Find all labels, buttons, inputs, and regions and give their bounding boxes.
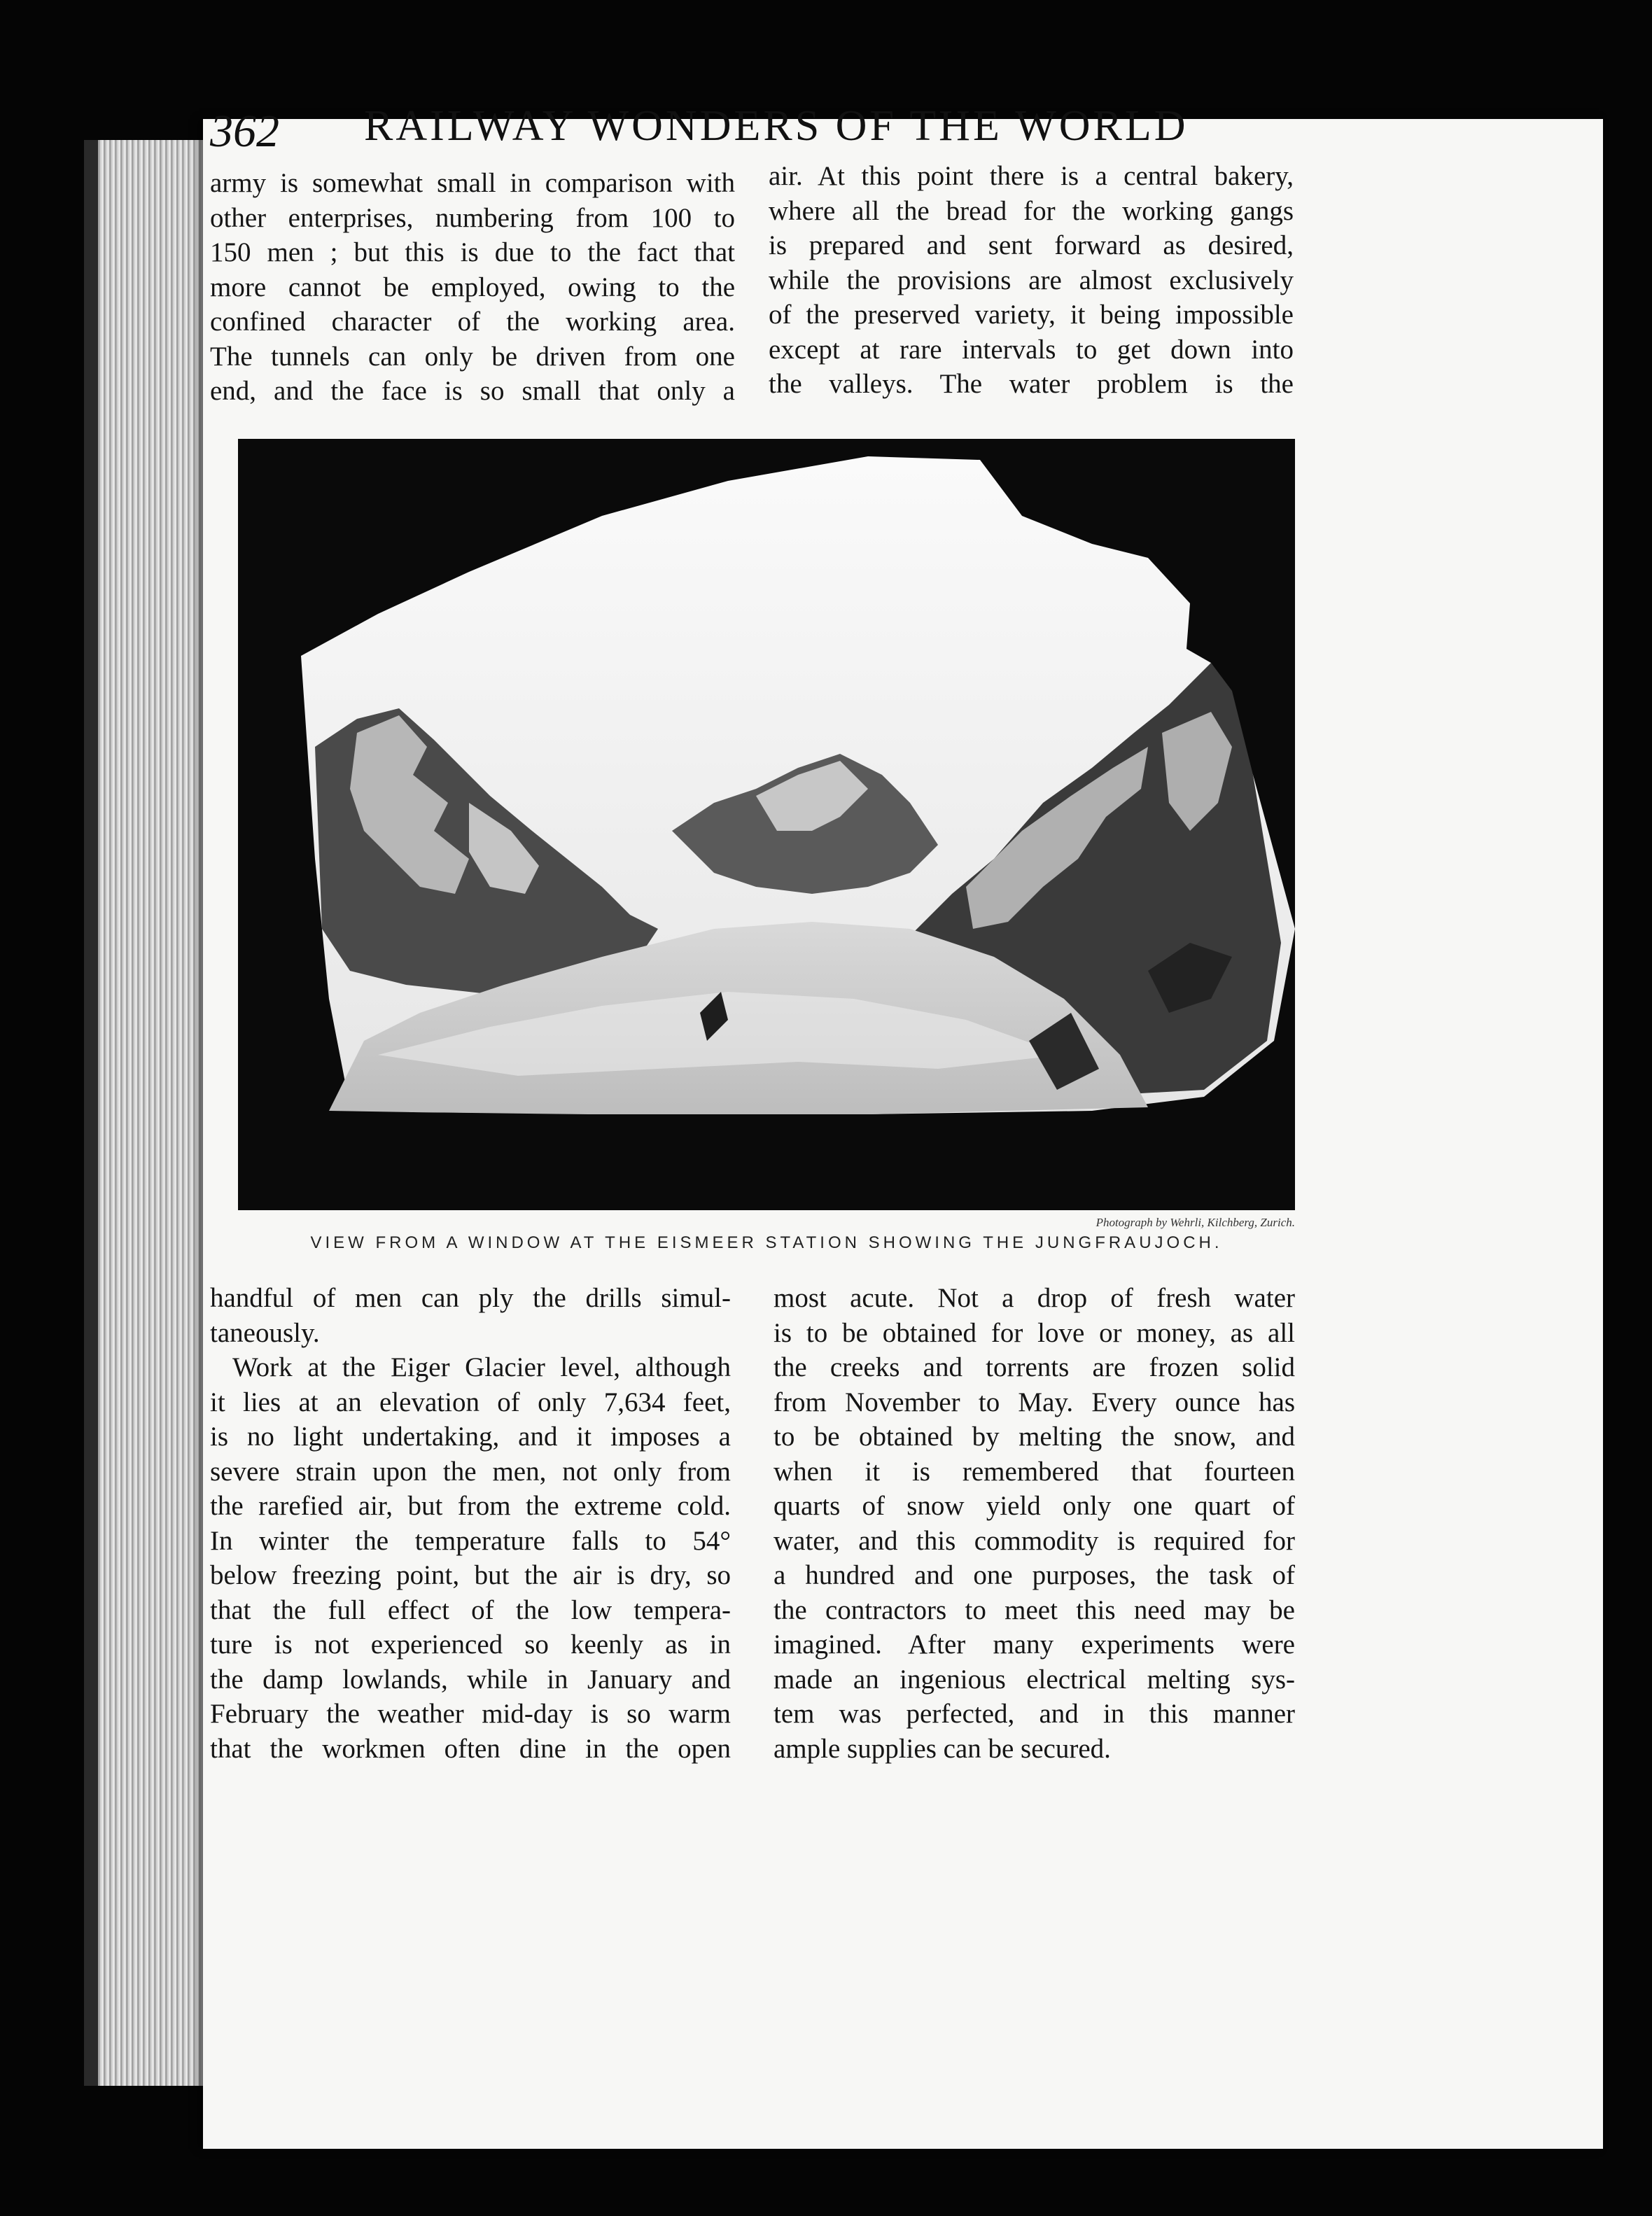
- text-line: a hundred and one purposes, the task of: [774, 1560, 1295, 1590]
- text-line: other enterprises, numbering from 100 to: [210, 202, 735, 233]
- text-column-bottom-right: [774, 1281, 1295, 1766]
- text-column-top-left: [210, 166, 735, 409]
- text-line: severe strain upon the men, not only from: [210, 1456, 731, 1487]
- text-line: is to be obtained for love or money, as all: [774, 1317, 1295, 1348]
- text-line: the contractors to meet this need may be: [774, 1594, 1295, 1625]
- photograph-eismeer-window: [238, 439, 1295, 1210]
- text-line: that the workmen often dine in the open: [210, 1733, 731, 1764]
- text-line: tem was perfected, and in this manner: [774, 1699, 1295, 1729]
- photograph-illustration: [238, 439, 1295, 1210]
- text-column-top-right: [769, 159, 1294, 402]
- text-line: quarts of snow yield only one quart of: [774, 1491, 1295, 1521]
- text-line: from November to May. Every ounce has: [774, 1387, 1295, 1417]
- page-number: 362: [210, 106, 279, 157]
- text-line: is prepared and sent forward as desired,: [769, 230, 1294, 260]
- text-line: it lies at an elevation of only 7,634 feet,: [210, 1387, 731, 1417]
- text-line: The tunnels can only be driven from one: [210, 341, 735, 372]
- text-line: to be obtained by melting the snow, and: [774, 1422, 1295, 1452]
- text-line: confined character of the working area.: [210, 307, 735, 337]
- text-line: Work at the Eiger Glacier level, although: [232, 1352, 731, 1382]
- text-line: where all the bread for the working gangs: [769, 195, 1294, 226]
- text-line: while the provisions are almost exclusively: [769, 265, 1294, 295]
- text-column-bottom-left: [210, 1281, 731, 1766]
- book-spine-shadow: [84, 140, 98, 2086]
- text-line: that the full effect of the low tempera-: [210, 1594, 731, 1625]
- text-line: when it is remembered that fourteen: [774, 1456, 1295, 1487]
- text-line: 150 men ; but this is due to the fact that: [210, 237, 735, 267]
- text-line: made an ingenious electrical melting sys-: [774, 1664, 1295, 1695]
- text-line: air. At this point there is a central bakery,: [769, 161, 1294, 191]
- text-line: ample supplies can be secured.: [774, 1733, 1111, 1764]
- photo-credit: Photograph by Wehrli, Kilchberg, Zurich.: [1096, 1216, 1295, 1229]
- text-line: below freezing point, but the air is dry, so: [210, 1560, 731, 1590]
- text-line: ture is not experienced so keenly as in: [210, 1629, 731, 1660]
- text-line: the valleys. The water problem is the: [769, 369, 1294, 399]
- text-line: end, and the face is so small that only a: [210, 376, 735, 406]
- running-head: RAILWAY WONDERS OF THE WORLD: [364, 102, 1189, 150]
- text-line: February the weather mid-day is so warm: [210, 1699, 731, 1729]
- text-line: the rarefied air, but from the extreme cold.: [210, 1491, 731, 1521]
- text-line: In winter the temperature falls to 54°: [210, 1525, 731, 1556]
- figure-caption: VIEW FROM A WINDOW AT THE EISMEER STATION SHOWING THE JUNGFRAUJOCH.: [310, 1233, 1223, 1252]
- text-line: more cannot be employed, owing to the: [210, 272, 735, 302]
- text-line: imagined. After many experiments were: [774, 1629, 1295, 1660]
- text-line: most acute. Not a drop of fresh water: [774, 1283, 1295, 1313]
- text-line: army is somewhat small in comparison with: [210, 168, 735, 198]
- text-line: taneously.: [210, 1317, 320, 1348]
- text-line: except at rare intervals to get down into: [769, 334, 1294, 365]
- text-line: of the preserved variety, it being impossible: [769, 300, 1294, 330]
- text-line: handful of men can ply the drills simul-: [210, 1283, 731, 1313]
- text-line: the creeks and torrents are frozen solid: [774, 1352, 1295, 1382]
- book-page-edges: [84, 140, 217, 2086]
- text-line: the damp lowlands, while in January and: [210, 1664, 731, 1695]
- text-line: water, and this commodity is required for: [774, 1525, 1295, 1556]
- text-line: is no light undertaking, and it imposes a: [210, 1422, 731, 1452]
